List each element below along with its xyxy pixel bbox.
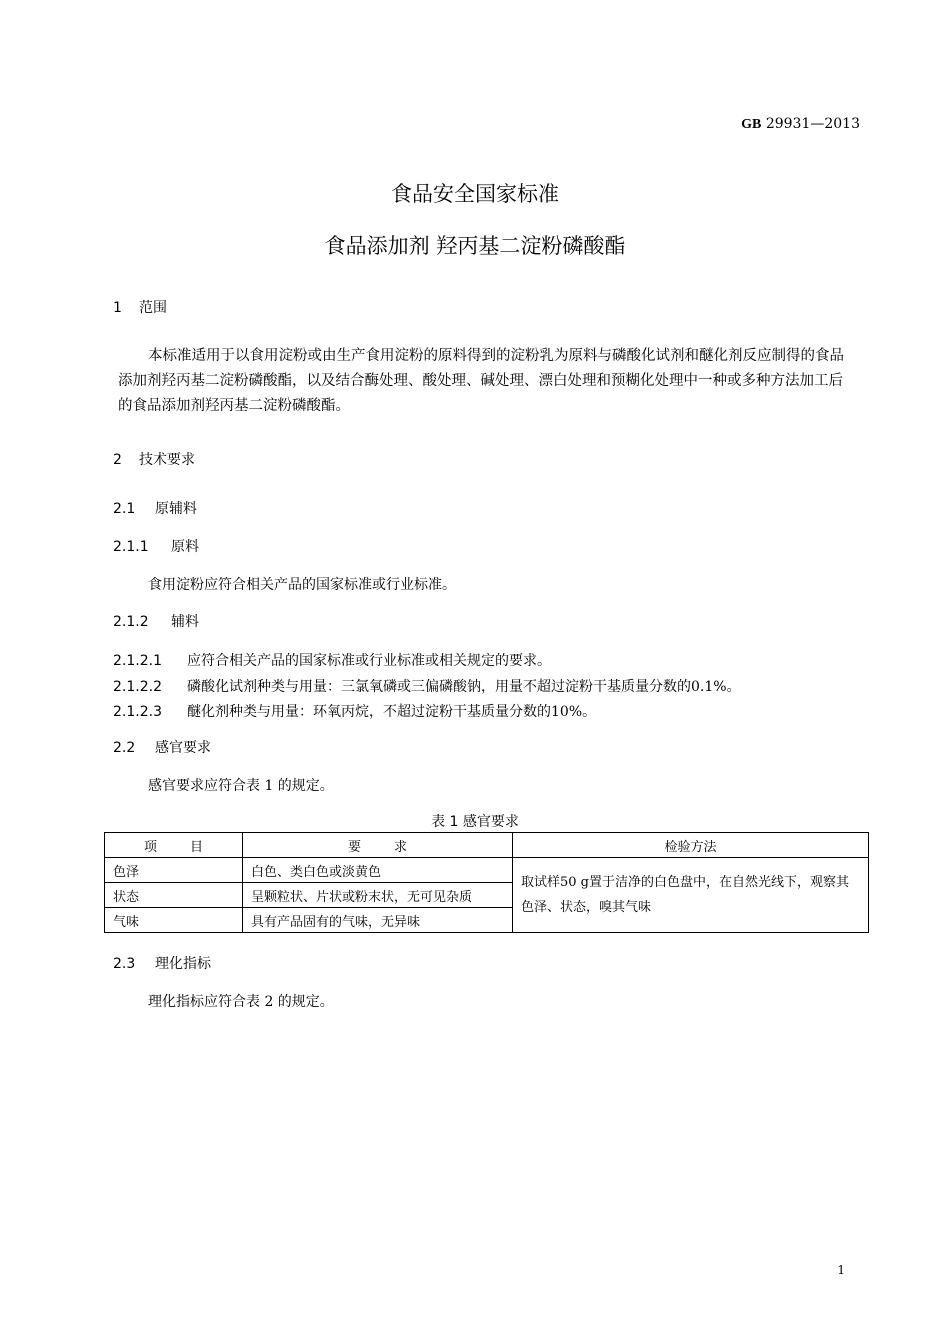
clause-number: 2.1.2.1	[113, 653, 162, 669]
section-number: 1	[113, 300, 122, 316]
section-2-heading	[113, 449, 195, 469]
standard-code	[741, 116, 860, 133]
header-item: 项 目	[105, 833, 243, 858]
row-requirement: 白色、类白色或淡黄色	[243, 858, 513, 883]
section-2-2-heading	[113, 737, 211, 757]
clause-text: 磷酸化试剂种类与用量：三氯氧磷或三偏磷酸钠，用量不超过淀粉干基质量分数的0.1%。	[187, 679, 741, 695]
section-1-heading	[113, 297, 167, 317]
row-item: 色泽	[105, 858, 243, 883]
section-title: 原料	[171, 539, 199, 555]
clause-item	[113, 650, 551, 670]
clause-number: 2.1.2.2	[113, 679, 162, 695]
document-title: 食品安全国家标准	[391, 182, 559, 206]
table-header-row	[105, 833, 869, 858]
page-number: 1	[837, 1263, 845, 1277]
section-title: 辅料	[171, 614, 199, 630]
table-row	[105, 858, 869, 883]
section-number: 2.1.2	[113, 614, 149, 630]
document-subtitle: 食品添加剂 羟丙基二淀粉磷酸酯	[324, 234, 626, 258]
clause-item	[113, 701, 596, 721]
header-requirement: 要 求	[243, 833, 513, 858]
table-1-sensory	[104, 832, 869, 933]
section-title: 范围	[139, 300, 167, 316]
section-2-1-1-body: 食用淀粉应符合相关产品的国家标准或行业标准。	[148, 577, 456, 593]
section-number: 2.1.1	[113, 539, 149, 555]
section-title: 技术要求	[139, 452, 195, 468]
section-number: 2.1	[113, 501, 136, 517]
section-2-2-body: 感官要求应符合表 1 的规定。	[148, 778, 334, 794]
clause-number: 2.1.2.3	[113, 704, 162, 720]
header-method: 检验方法	[513, 833, 869, 858]
section-2-3-body: 理化指标应符合表 2 的规定。	[148, 994, 334, 1010]
section-title: 理化指标	[155, 956, 211, 972]
standard-prefix: GB	[741, 117, 762, 132]
section-2-3-heading	[113, 953, 211, 973]
section-2-1-heading	[113, 498, 197, 518]
section-2-1-1-heading	[113, 536, 199, 556]
clause-text: 醚化剂种类与用量：环氧丙烷，不超过淀粉干基质量分数的10%。	[187, 704, 597, 720]
standard-number: 29931—2013	[765, 116, 860, 132]
section-number: 2	[113, 452, 122, 468]
table-1-caption: 表 1 感官要求	[431, 814, 519, 830]
row-item: 状态	[105, 883, 243, 908]
row-item: 气味	[105, 908, 243, 933]
row-requirement: 具有产品固有的气味，无异味	[243, 908, 513, 933]
section-1-body: 本标准适用于以食用淀粉或由生产食用淀粉的原料得到的淀粉乳为原料与磷酸化试剂和醚化剂反应制得的食品添加剂羟丙基二淀粉磷酸酯，以及结合酶处理、酸处理、碱处理、漂白处理和预糊化处理中一种或多种方法加工后的食品添加剂羟丙基二淀粉磷酸酯。	[118, 348, 844, 414]
clause-item	[113, 676, 741, 696]
section-2-1-2-heading	[113, 611, 199, 631]
section-title: 原辅料	[155, 501, 197, 517]
section-number: 2.2	[113, 740, 136, 756]
clause-text: 应符合相关产品的国家标准或行业标准或相关规定的要求。	[187, 653, 551, 669]
test-method: 取试样50 g置于洁净的白色盘中，在自然光线下，观察其色泽、状态，嗅其气味	[513, 858, 869, 933]
section-number: 2.3	[113, 956, 136, 972]
row-requirement: 呈颗粒状、片状或粉末状，无可见杂质	[243, 883, 513, 908]
section-title: 感官要求	[155, 740, 211, 756]
